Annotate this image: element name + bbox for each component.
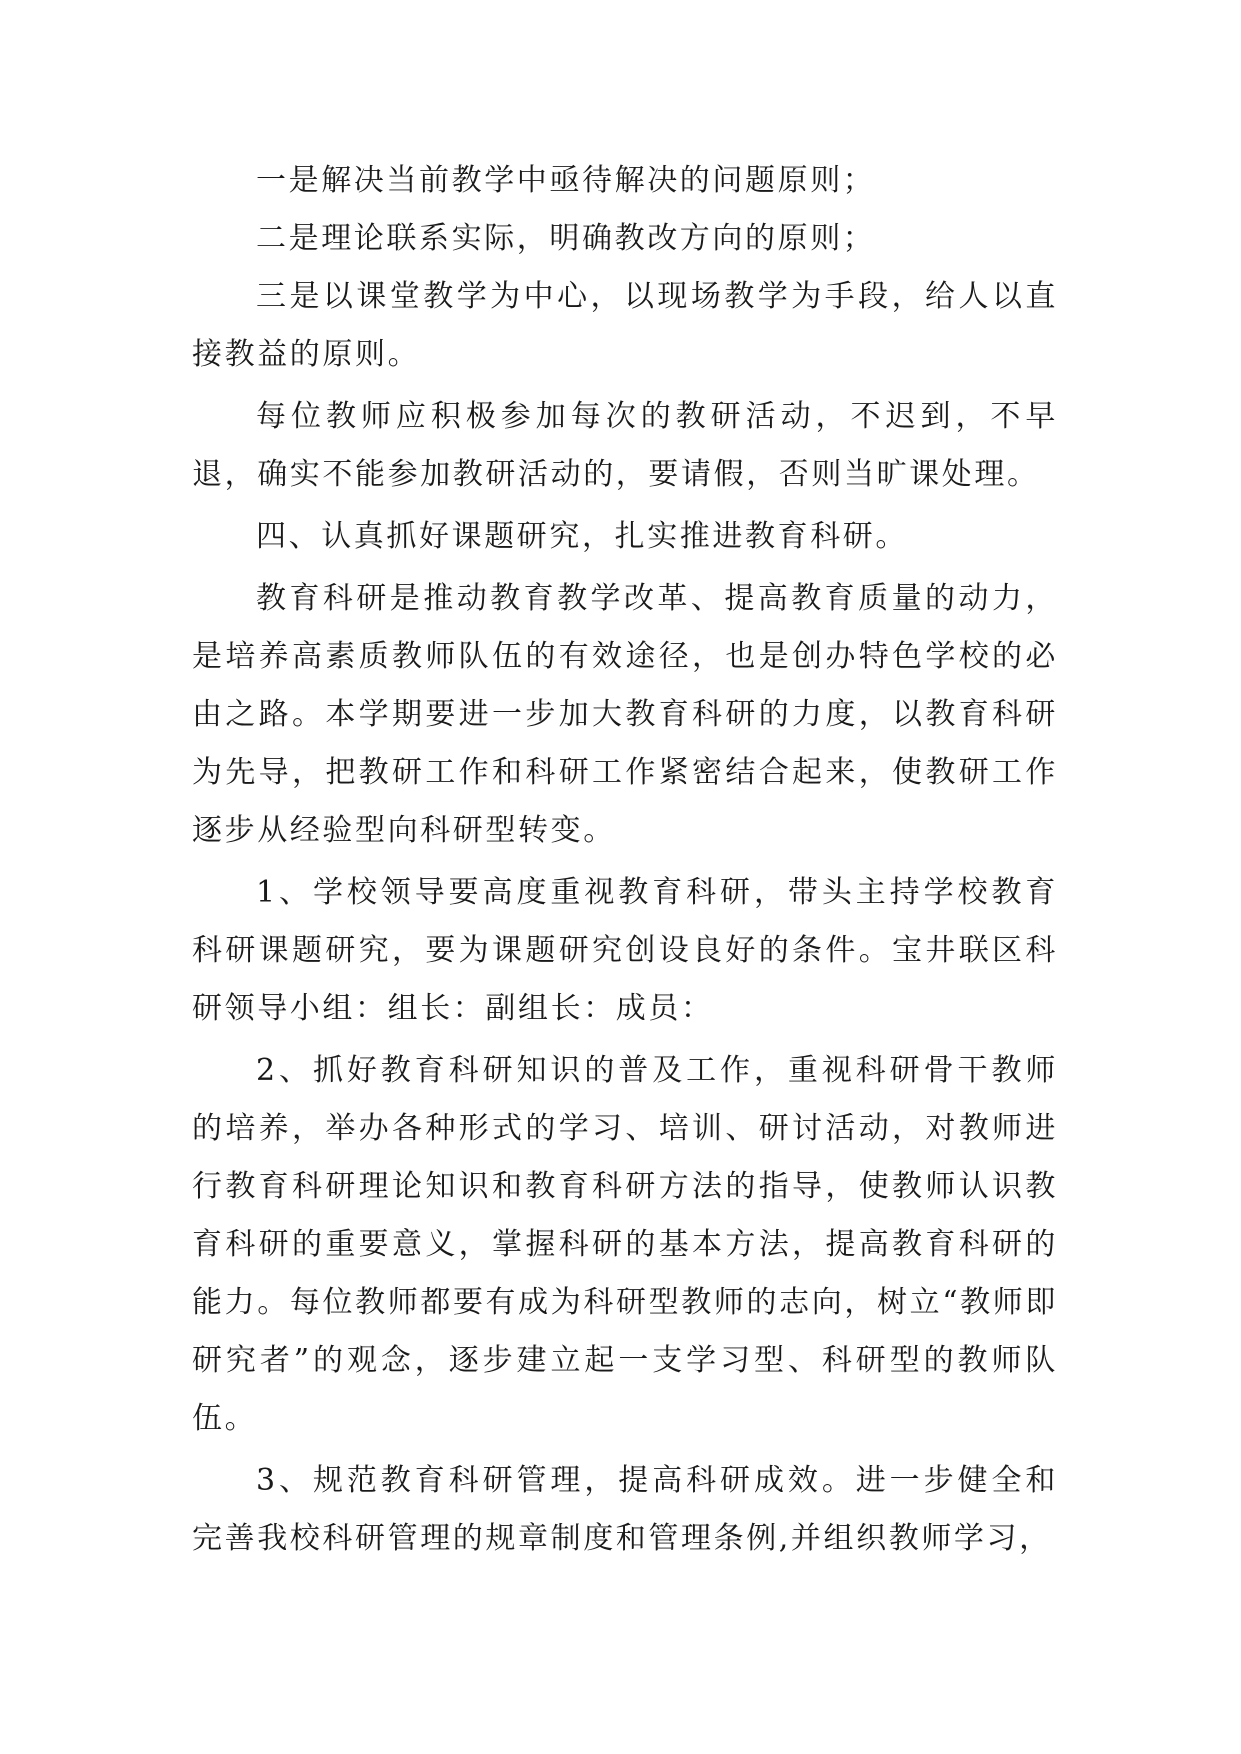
principle-three: 三是以课堂教学为中心，以现场教学为手段，给人以直接教益的原则。 [192, 279, 1058, 372]
research-intro-paragraph: 教育科研是推动教育教学改革、提高教育质量的动力，是培养高素质教师队伍的有效途径，也是创办特色学校的必由之路。本学期要进一步加大教育科研的力度，以教育科研为先导，把教研工作和科研工作紧密结合起来，使教研工作逐步从经验型向科研型转变。 [192, 581, 1058, 848]
attendance-paragraph: 每位教师应积极参加每次的教研活动，不迟到，不早退，确实不能参加教研活动的，要请假，否则当旷课处理。 [192, 399, 1058, 492]
section-four-heading: 四、认真抓好课题研究，扎实推进教育科研。 [256, 519, 908, 554]
item-two-paragraph: 2、抓好教育科研知识的普及工作，重视科研骨干教师的培养，举办各种形式的学习、培训、研讨活动，对教师进行教育科研理论知识和教育科研方法的指导，使教师认识教育科研的重要意义，掌握科研的基本方法，提高教育科研的能力。每位教师都要有成为科研型教师的志向，树立“教师即研究者”的观念，逐步建立起一支学习型、科研型的教师队伍。 [192, 1053, 1058, 1436]
item-three-paragraph: 3、规范教育科研管理，提高科研成效。进一步健全和完善我校科研管理的规章制度和管理条例,并组织教师学习， [192, 1463, 1058, 1556]
principle-two: 二是理论联系实际，明确教改方向的原则； [256, 221, 876, 256]
principle-one: 一是解决当前教学中亟待解决的问题原则； [256, 163, 876, 198]
document-body [192, 152, 1058, 1568]
item-one-paragraph: 1、学校领导要高度重视教育科研，带头主持学校教育科研课题研究，要为课题研究创设良好的条件。宝井联区科研领导小组：组长：副组长：成员： [192, 875, 1058, 1026]
